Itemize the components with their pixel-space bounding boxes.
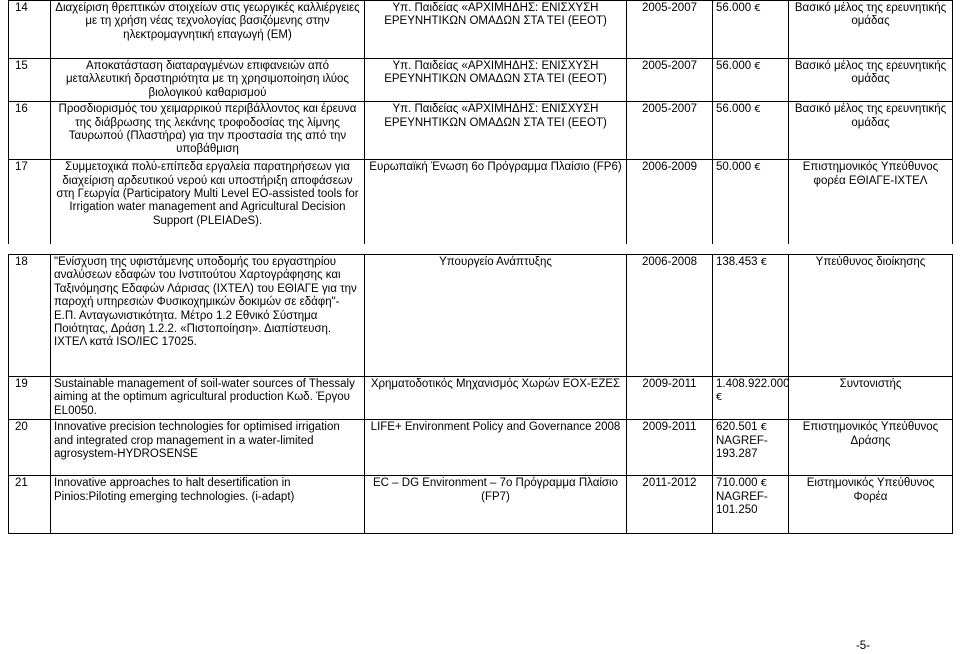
page-number: -5-	[855, 640, 870, 652]
table-row	[9, 255, 953, 377]
project-budget	[713, 59, 789, 102]
funding-source: Χρηματοδοτικός Μηχανισμός Χωρών ΕΟΧ-ΕΖΕΣ	[365, 377, 627, 420]
project-budget	[713, 420, 789, 476]
row-number: 21	[9, 476, 51, 534]
budget-value: 56.000	[716, 60, 752, 72]
euro-sign: €	[760, 478, 768, 490]
table-row	[9, 420, 953, 476]
table-row	[9, 59, 953, 102]
funding-source: EC – DG Environment – 7ο Πρόγραμμα Πλαίσιο (FP7)	[365, 476, 627, 534]
projects-table-bottom	[8, 254, 953, 534]
budget-value: 56.000	[716, 103, 752, 116]
budget-value: 56.000	[716, 2, 752, 14]
project-title: Innovative approaches to halt desertification in Pinios:Piloting emerging technologies. (i-adapt)	[51, 476, 365, 534]
budget-value: 620.501	[716, 421, 758, 434]
row-number: 14	[9, 1, 51, 59]
project-period: 2006-2008	[627, 255, 713, 377]
project-role: Βασικό μέλος της ερευνητικής ομάδας	[789, 1, 953, 59]
project-title: Συμμετοχικά πολύ-επίπεδα εργαλεία παρατηρήσεων για διαχείριση αρδευτικού νερού και υποστήριξη αποφάσεων στη Γεωργία (Participatory Multi Level EO-assisted tools for Irrigation water management and Agricultural Decision Support (PLEIADeS).	[51, 160, 365, 246]
project-budget	[713, 160, 789, 246]
project-period: 2005-2007	[627, 59, 713, 102]
euro-sign: €	[754, 61, 761, 72]
row-number: 18	[9, 255, 51, 377]
project-period: 2009-2011	[627, 420, 713, 476]
table-row	[9, 476, 953, 534]
project-role: Βασικό μέλος της ερευνητικής ομάδας	[789, 59, 953, 102]
euro-sign: €	[754, 104, 761, 116]
funding-source: Ευρωπαϊκή Ένωση 6ο Πρόγραμμα Πλαίσιο (FP6)	[365, 160, 627, 246]
funding-source: LIFE+ Environment Policy and Governance 2008	[365, 420, 627, 476]
budget-value: 710.000	[716, 477, 758, 490]
project-title: Διαχείριση θρεπτικών στοιχείων στις γεωργικές καλλιέργειες με τη χρήση νέας τεχνολογίας βασιζόμενης στην ηλεκτρομαγνητική επαγωγή (ΕΜ)	[51, 1, 365, 59]
table-row	[9, 160, 953, 246]
project-title: "Ενίσχυση της υφιστάμενης υποδομής του εργαστηρίου αναλύσεων εδαφών του Ινστιτούτου Χαρτογράφησης και Ταξινόμησης Εδαφών Λάρισας (ΙΧΤΕΛ) του ΕΘΙΑΓΕ για την παροχή υπηρεσιών Φυσικοχημικών δοκιμών σε εδάφη"- Ε.Π. Ανταγωνιστικότητα. Μέτρο 1.2 Εθνικό Σύστημα Ποιότητας, Δράση 1.2.2. «Πιστοποίηση». Διαπίστευση. ΙΧΤΕΛ κατά ISO/IEC 17025.	[51, 255, 365, 377]
project-role: Επιστημονικός Υπεύθυνος φορέα ΕΘΙΑΓΕ-ΙΧΤΕΛ	[789, 160, 953, 246]
euro-sign: €	[754, 162, 761, 174]
project-role: Επιστημονικός Υπεύθυνος Δράσης	[789, 420, 953, 476]
budget-value: 50.000	[716, 161, 752, 174]
row-number: 16	[9, 102, 51, 160]
project-period: 2005-2007	[627, 102, 713, 160]
project-period: 2009-2011	[627, 377, 713, 420]
project-budget	[713, 102, 789, 160]
euro-sign: €	[760, 257, 768, 268]
funding-source: Υπουργείο Ανάπτυξης	[365, 255, 627, 377]
table-row	[9, 1, 953, 59]
project-title: Sustainable management of soil-water sources of Thessaly aiming at the optimum agricultural production Κωδ. Έργου EL0050.	[51, 377, 365, 420]
budget-note: NAGREF-	[716, 490, 768, 503]
row-number: 19	[9, 377, 51, 420]
project-period: 2006-2009	[627, 160, 713, 246]
project-budget	[713, 377, 789, 420]
projects-table-top	[8, 0, 953, 246]
project-budget	[713, 476, 789, 534]
project-title: Innovative precision technologies for optimised irrigation and integrated crop management in a water-limited agrosystem-HYDROSENSE	[51, 420, 365, 476]
euro-sign: €	[716, 392, 723, 404]
page-gap	[0, 244, 960, 254]
table-row	[9, 102, 953, 160]
project-title: Προσδιορισμός του χειμαρρικού περιβάλλοντος και έρευνα της διάβρωσης της λεκάνης τροφοδοσίας της λίμνης Ταυρωπού (Πλαστήρα) για την προστασία της από την υποβάθμιση	[51, 102, 365, 160]
budget-note-value: 193.287	[716, 448, 758, 461]
project-budget	[713, 1, 789, 59]
table-row	[9, 377, 953, 420]
budget-value: 138.453	[716, 256, 758, 268]
budget-note: NAGREF-	[716, 434, 768, 447]
row-number: 20	[9, 420, 51, 476]
row-number: 15	[9, 59, 51, 102]
project-period: 2011-2012	[627, 476, 713, 534]
euro-sign: €	[760, 422, 768, 434]
project-period: 2005-2007	[627, 1, 713, 59]
project-role: Συντονιστής	[789, 377, 953, 420]
project-title: Αποκατάσταση διαταραγμένων επιφανειών από μεταλλευτική δραστηριότητα με τη χρησιμοποίηση ιλύος βιολογικού καθαρισμού	[51, 59, 365, 102]
project-role: Υπεύθυνος διοίκησης	[789, 255, 953, 377]
row-number: 17	[9, 160, 51, 246]
budget-note-value: 101.250	[716, 504, 758, 517]
project-role: Ειστημονικός Υπεύθυνος Φορέα	[789, 476, 953, 534]
project-role: Βασικό μέλος της ερευνητικής ομάδας	[789, 102, 953, 160]
funding-source: Υπ. Παιδείας «ΑΡΧΙΜΗΔΗΣ: ΕΝΙΣΧΥΣΗ ΕΡΕΥΝΗΤΙΚΩΝ ΟΜΑΔΩΝ ΣΤΑ ΤΕΙ (ΕΕΟΤ)	[365, 102, 627, 160]
project-budget	[713, 255, 789, 377]
budget-value: 1.408.922.000	[716, 378, 790, 390]
funding-source: Υπ. Παιδείας «ΑΡΧΙΜΗΔΗΣ: ΕΝΙΣΧΥΣΗ ΕΡΕΥΝΗΤΙΚΩΝ ΟΜΑΔΩΝ ΣΤΑ ΤΕΙ (ΕΕΟΤ)	[365, 59, 627, 102]
euro-sign: €	[754, 3, 761, 14]
funding-source: Υπ. Παιδείας «ΑΡΧΙΜΗΔΗΣ: ΕΝΙΣΧΥΣΗ ΕΡΕΥΝΗΤΙΚΩΝ ΟΜΑΔΩΝ ΣΤΑ ΤΕΙ (ΕΕΟΤ)	[365, 1, 627, 59]
